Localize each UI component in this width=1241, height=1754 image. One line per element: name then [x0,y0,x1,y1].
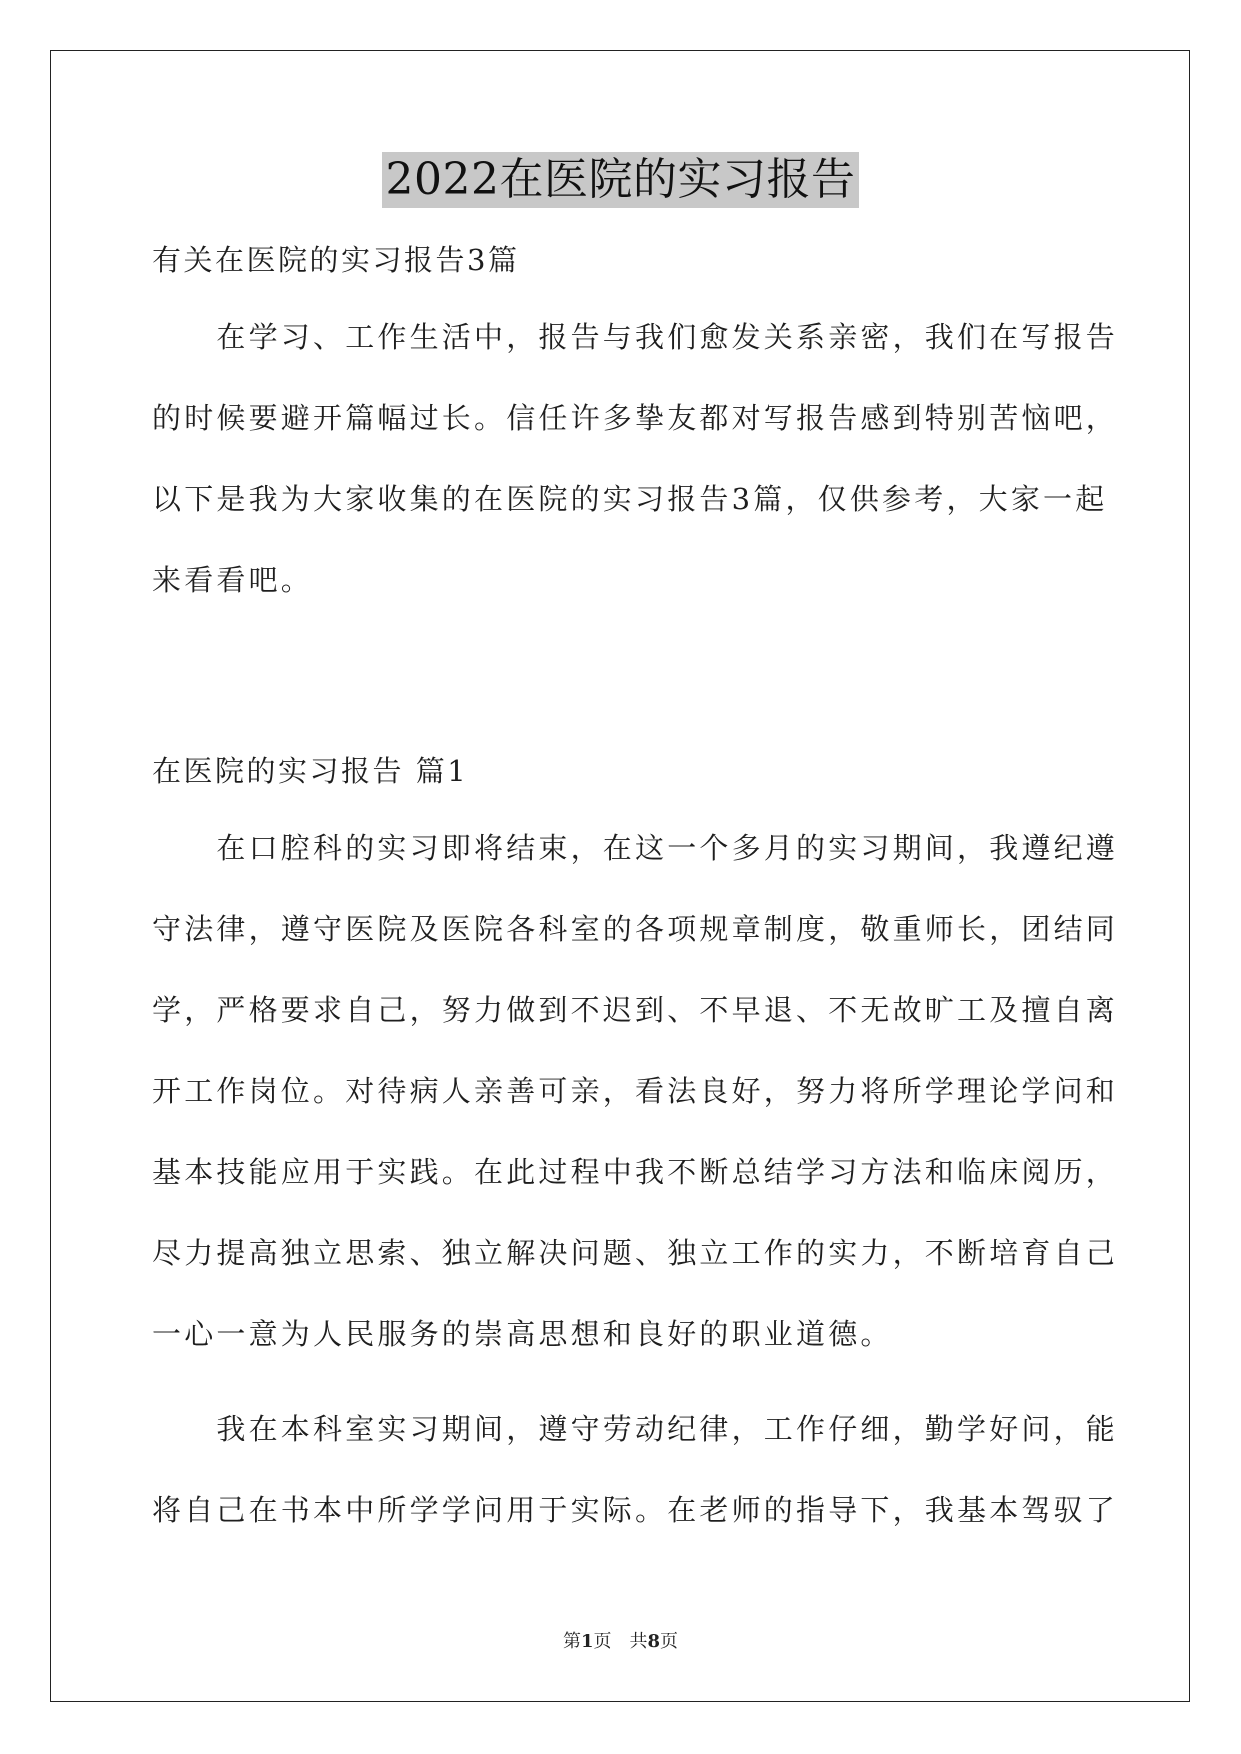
paragraph-1 [152,808,1119,1375]
text-line: 将自己在书本中所学学问用于实际。在老师的指导下，我基本驾驭了 [152,1493,1119,1527]
text-line: 开工作岗位。对待病人亲善可亲，看法良好，努力将所学理论学问和 [152,1074,1119,1108]
text-line: 基本技能应用于实践。在此过程中我不断总结学习方法和临床阅历， [152,1155,1119,1189]
text-line: 的时候要避开篇幅过长。信任许多挚友都对写报告感到特别苦恼吧， [152,401,1119,435]
document-subtitle: 有关在医院的实习报告3篇 [152,243,520,277]
title-container [0,152,1241,208]
page-current: 1 [580,1631,594,1652]
paragraph-2 [152,1389,1119,1551]
page-unit: 页 [593,1631,612,1652]
section-heading: 在医院的实习报告 篇1 [152,754,469,788]
text-line: 一心一意为人民服务的崇高思想和良好的职业道德。 [152,1317,893,1351]
text-line: 在学习、工作生活中，报告与我们愈发关系亲密，我们在写报告 [152,320,1119,354]
page-total: 8 [647,1631,661,1652]
text-line: 在口腔科的实习即将结束，在这一个多月的实习期间，我遵纪遵 [152,831,1119,865]
total-unit: 页 [660,1631,679,1652]
text-line: 守法律，遵守医院及医院各科室的各项规章制度，敬重师长，团结同 [152,912,1119,946]
text-line: 我在本科室实习期间，遵守劳动纪律，工作仔细，勤学好问，能 [152,1412,1119,1446]
intro-paragraph [152,297,1119,621]
page-prefix: 第 [562,1631,581,1652]
text-line: 尽力提高独立思索、独立解决问题、独立工作的实力，不断培育自己 [152,1236,1119,1270]
page-footer [0,1627,1241,1653]
text-line: 以下是我为大家收集的在医院的实习报告3篇，仅供参考，大家一起 [152,482,1108,516]
text-line: 来看看吧。 [152,563,314,597]
text-line: 学，严格要求自己，努力做到不迟到、不早退、不无故旷工及擅自离 [152,993,1119,1027]
document-title: 2022在医院的实习报告 [382,152,860,208]
total-prefix: 共 [629,1631,648,1652]
